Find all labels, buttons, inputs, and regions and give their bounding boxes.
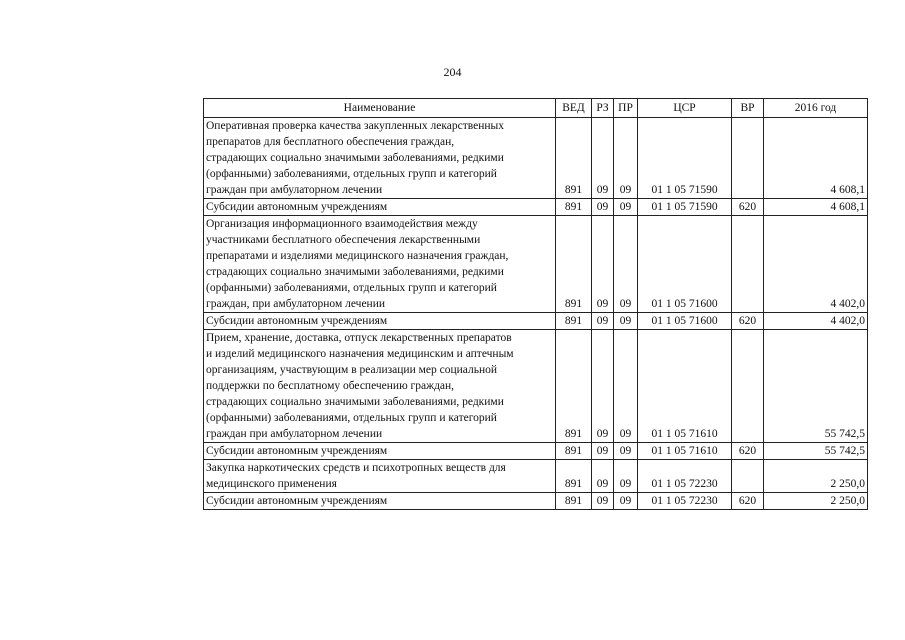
row-ved: 891 xyxy=(556,199,592,216)
row-csr: 01 1 05 71600 xyxy=(638,313,732,330)
row-name-line: граждан, при амбулаторном лечении xyxy=(206,298,386,310)
row-name-line: Организация информационного взаимодействия между xyxy=(206,218,478,230)
table-row xyxy=(204,460,868,493)
row-amount: 4 402,0 xyxy=(764,216,868,313)
row-pr: 09 xyxy=(614,330,638,443)
row-pr: 09 xyxy=(614,216,638,313)
row-name xyxy=(204,216,556,313)
header-name: Наименование xyxy=(204,99,556,118)
row-name-line: и изделий медицинского назначения медицинским и аптечным xyxy=(206,348,514,360)
row-vr xyxy=(732,460,764,493)
row-pr: 09 xyxy=(614,313,638,330)
row-csr: 01 1 05 71590 xyxy=(638,199,732,216)
row-pr: 09 xyxy=(614,443,638,460)
table-row xyxy=(204,216,868,313)
row-ved: 891 xyxy=(556,118,592,199)
row-rz: 09 xyxy=(592,313,614,330)
row-ved: 891 xyxy=(556,460,592,493)
row-name xyxy=(204,330,556,443)
row-amount: 55 742,5 xyxy=(764,330,868,443)
row-name-line: препаратами и изделиями медицинского назначения граждан, xyxy=(206,250,509,262)
row-csr: 01 1 05 71590 xyxy=(638,118,732,199)
row-rz: 09 xyxy=(592,118,614,199)
header-pr: ПР xyxy=(614,99,638,118)
row-name-line: Субсидии автономным учреждениям xyxy=(206,445,388,457)
row-ved: 891 xyxy=(556,313,592,330)
row-name-line: Субсидии автономным учреждениям xyxy=(206,315,388,327)
row-csr: 01 1 05 72230 xyxy=(638,460,732,493)
header-year: 2016 год xyxy=(764,99,868,118)
row-rz: 09 xyxy=(592,493,614,510)
row-amount: 2 250,0 xyxy=(764,493,868,510)
table-row xyxy=(204,118,868,199)
row-amount: 4 608,1 xyxy=(764,199,868,216)
row-csr: 01 1 05 72230 xyxy=(638,493,732,510)
header-ved: ВЕД xyxy=(556,99,592,118)
row-vr: 620 xyxy=(732,443,764,460)
row-pr: 09 xyxy=(614,460,638,493)
row-name-line: страдающих социально значимыми заболеваниями, редкими xyxy=(206,396,504,408)
row-pr: 09 xyxy=(614,118,638,199)
header-vr: ВР xyxy=(732,99,764,118)
row-name xyxy=(204,443,556,460)
row-name-line: страдающих социально значимыми заболеваниями, редкими xyxy=(206,152,504,164)
row-rz: 09 xyxy=(592,330,614,443)
row-vr: 620 xyxy=(732,313,764,330)
budget-table xyxy=(203,98,868,510)
row-name-line: медицинского применения xyxy=(206,478,337,490)
row-name-line: Закупка наркотических средств и психотропных веществ для xyxy=(206,462,506,474)
row-ved: 891 xyxy=(556,330,592,443)
row-name-line: организациям, участвующим в реализации мер социальной xyxy=(206,364,498,376)
table-row xyxy=(204,493,868,510)
row-rz: 09 xyxy=(592,216,614,313)
header-rz: РЗ xyxy=(592,99,614,118)
row-amount: 55 742,5 xyxy=(764,443,868,460)
row-vr xyxy=(732,118,764,199)
row-csr: 01 1 05 71600 xyxy=(638,216,732,313)
table-row xyxy=(204,199,868,216)
row-amount: 2 250,0 xyxy=(764,460,868,493)
header-csr: ЦСР xyxy=(638,99,732,118)
row-vr xyxy=(732,330,764,443)
row-rz: 09 xyxy=(592,199,614,216)
row-csr: 01 1 05 71610 xyxy=(638,330,732,443)
row-name-line: страдающих социально значимыми заболеваниями, редкими xyxy=(206,266,504,278)
row-name xyxy=(204,460,556,493)
row-name-line: Субсидии автономным учреждениям xyxy=(206,495,388,507)
row-name-line: граждан при амбулаторном лечении xyxy=(206,428,383,440)
row-csr: 01 1 05 71610 xyxy=(638,443,732,460)
row-amount: 4 402,0 xyxy=(764,313,868,330)
row-name-line: граждан при амбулаторном лечении xyxy=(206,184,383,196)
row-name xyxy=(204,313,556,330)
row-vr: 620 xyxy=(732,199,764,216)
row-pr: 09 xyxy=(614,199,638,216)
table-row xyxy=(204,330,868,443)
row-amount: 4 608,1 xyxy=(764,118,868,199)
row-rz: 09 xyxy=(592,443,614,460)
table-header-row xyxy=(204,99,868,118)
row-name-line: (орфанными) заболеваниями, отдельных групп и категорий xyxy=(206,168,497,180)
row-name xyxy=(204,493,556,510)
page-number: 204 xyxy=(443,65,462,79)
row-ved: 891 xyxy=(556,493,592,510)
row-rz: 09 xyxy=(592,460,614,493)
row-name-line: Субсидии автономным учреждениям xyxy=(206,201,388,213)
table-row xyxy=(204,443,868,460)
row-name-line: препаратов для бесплатного обеспечения граждан, xyxy=(206,136,455,148)
row-ved: 891 xyxy=(556,216,592,313)
table-row xyxy=(204,313,868,330)
table-body xyxy=(204,118,868,510)
row-name xyxy=(204,118,556,199)
row-vr: 620 xyxy=(732,493,764,510)
row-name xyxy=(204,199,556,216)
row-name-line: Прием, хранение, доставка, отпуск лекарственных препаратов xyxy=(206,332,512,344)
row-name-line: (орфанными) заболеваниями, отдельных групп и категорий xyxy=(206,412,497,424)
row-name-line: участниками бесплатного обеспечения лекарственными xyxy=(206,234,481,246)
row-pr: 09 xyxy=(614,493,638,510)
row-vr xyxy=(732,216,764,313)
row-name-line: (орфанными) заболеваниями, отдельных групп и категорий xyxy=(206,282,497,294)
row-name-line: Оперативная проверка качества закупленных лекарственных xyxy=(206,120,505,132)
row-ved: 891 xyxy=(556,443,592,460)
row-name-line: поддержки по бесплатному обеспечению граждан, xyxy=(206,380,455,392)
